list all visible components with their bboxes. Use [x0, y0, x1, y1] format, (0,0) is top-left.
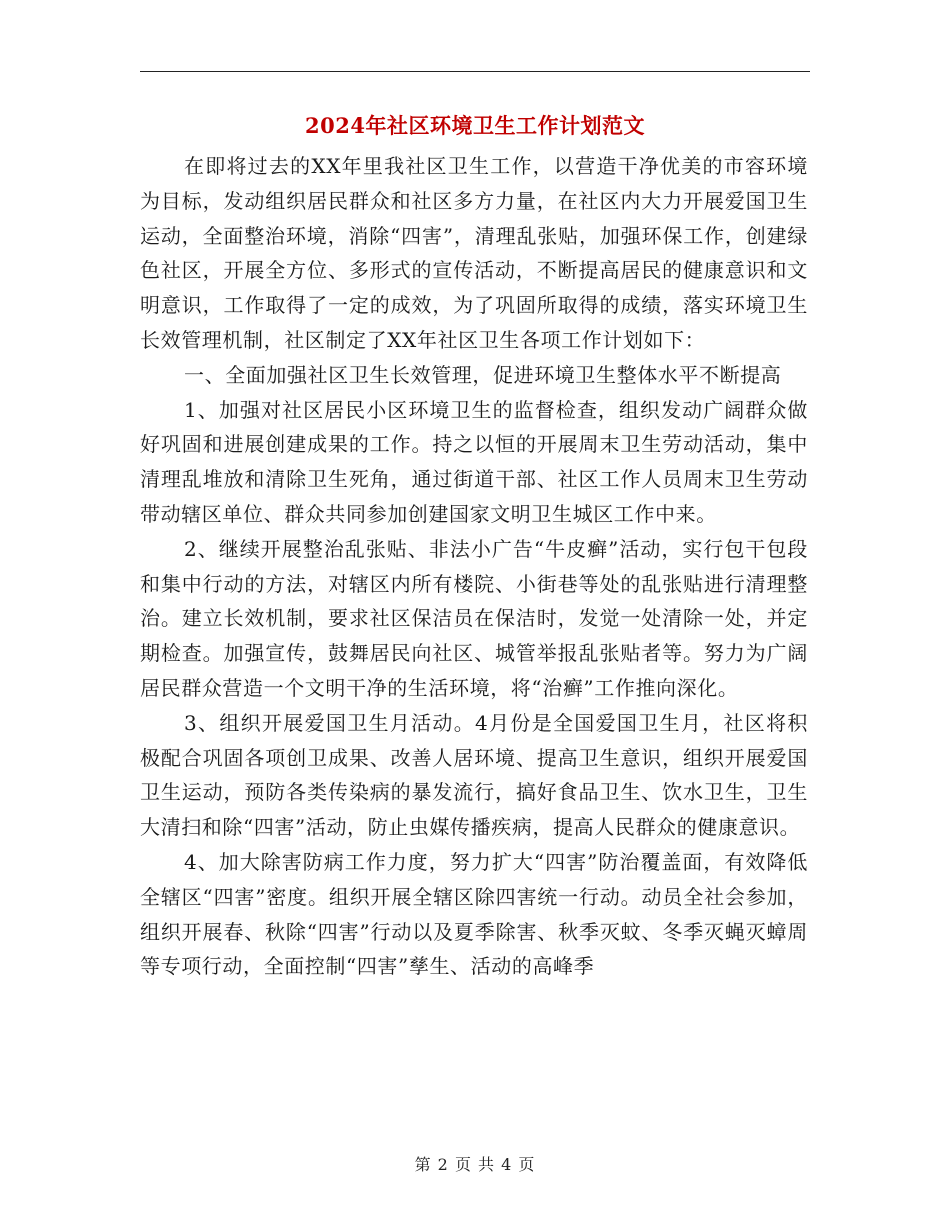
paragraph-item-2: 2、继续开展整治乱张贴、非法小广告“牛皮癣”活动，实行包干包段和集中行动的方法，对辖区内所有楼院、小街巷等处的乱张贴进行清理整治。建立长效机制，要求社区保洁员在保洁时，发觉一处清除一处，并定期检查。加强宣传，鼓舞居民向社区、城管举报乱张贴者等。努力为广阔居民群众营造一个文明干净的生活环境，将“治癣”工作推向深化。	[140, 536, 808, 700]
page-number-footer: 第 2 页 共 4 页	[414, 1155, 536, 1174]
paragraph-intro: 在即将过去的XX年里我社区卫生工作，以营造干净优美的市容环境为目标，发动组织居民群众和社区多方力量，在社区内大力开展爱国卫生运动，全面整治环境，消除“四害”，清理乱张贴，加强环保工作，创建绿色社区，开展全方位、多形式的宣传活动，不断提高居民的健康意识和文明意识，工作取得了一定的成效，为了巩固所取得的成绩，落实环境卫生长效管理机制，社区制定了XX年社区卫生各项工作计划如下：	[140, 154, 808, 352]
paragraph-item-1: 1、加强对社区居民小区环境卫生的监督检查，组织发动广阔群众做好巩固和进展创建成果的工作。持之以恒的开展周末卫生劳动活动，集中清理乱堆放和清除卫生死角，通过街道干部、社区工作人员周末卫生劳动带动辖区单位、群众共同参加创建国家文明卫生城区工作中来。	[140, 397, 808, 526]
document-body	[140, 149, 808, 984]
paragraph-item-4: 4、加大除害防病工作力度，努力扩大“四害”防治覆盖面，有效降低全辖区“四害”密度。组织开展全辖区除四害统一行动。动员全社会参加，组织开展春、秋除“四害”行动以及夏季除害、秋季灭蚊、冬季灭蝇灭蟑周等专项行动，全面控制“四害”孳生、活动的高峰季	[140, 849, 808, 979]
document-title: 2024年社区环境卫生工作计划范文	[305, 113, 645, 138]
section-heading-1: 一、全面加强社区卫生长效管理，促进环境卫生整体水平不断提高	[184, 362, 782, 387]
paragraph-item-3: 3、组织开展爱国卫生月活动。4月份是全国爱国卫生月，社区将积极配合巩固各项创卫成果、改善人居环境、提高卫生意识，组织开展爱国卫生运动，预防各类传染病的暴发流行，搞好食品卫生、饮水卫生，卫生大清扫和除“四害”活动，防止虫媒传播疾病，提高人民群众的健康意识。	[140, 710, 808, 840]
header-rule	[140, 71, 810, 72]
